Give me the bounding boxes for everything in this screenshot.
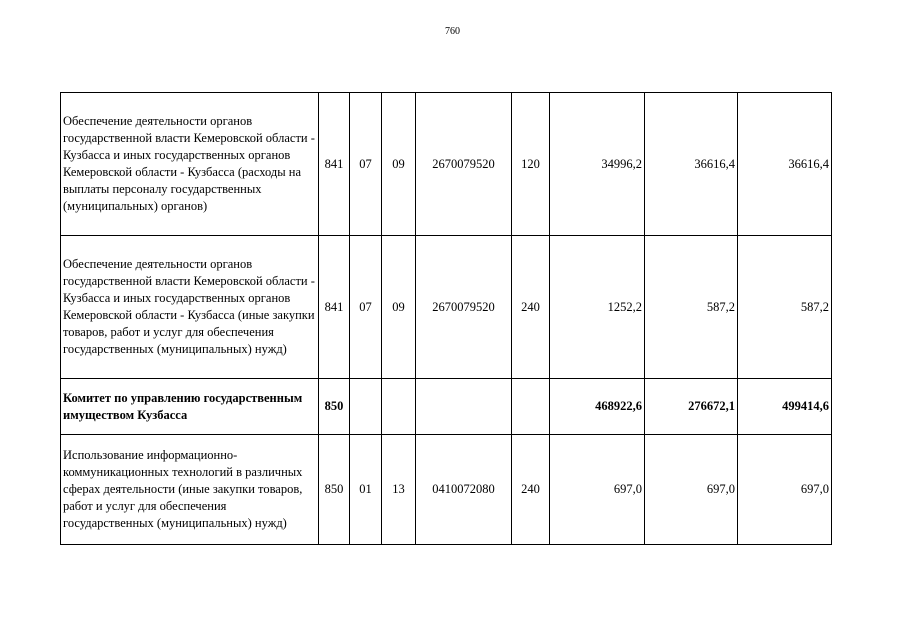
- row-description: Использование информационно-коммуникационных технологий в различных сферах деятельности (иные закупки товаров, работ и услуг для обеспечения государственных (муниципальных) нужд): [61, 435, 319, 545]
- amount-year-1: 34996,2: [550, 93, 645, 236]
- row-description: Обеспечение деятельности органов государственной власти Кемеровской области - Кузбасса и иных государственных органов Кемеровской области - Кузбасса (иные закупки товаров, работ и услуг для обеспечения государственных (муниципальных) нужд): [61, 236, 319, 379]
- ministry-code: 850: [319, 379, 350, 435]
- amount-year-3: 697,0: [738, 435, 832, 545]
- section-code: [350, 379, 382, 435]
- expense-type-code: [512, 379, 550, 435]
- section-code: 07: [350, 236, 382, 379]
- row-description: Комитет по управлению государственным имуществом Кузбасса: [61, 379, 319, 435]
- page-number: 760: [445, 26, 460, 37]
- amount-year-2: 36616,4: [645, 93, 738, 236]
- ministry-code: 841: [319, 93, 350, 236]
- amount-year-3: 587,2: [738, 236, 832, 379]
- amount-year-2: 276672,1: [645, 379, 738, 435]
- table-row: [61, 93, 832, 236]
- section-code: 07: [350, 93, 382, 236]
- expense-type-code: 240: [512, 236, 550, 379]
- target-article-code: 2670079520: [416, 236, 512, 379]
- expense-type-code: 120: [512, 93, 550, 236]
- amount-year-3: 499414,6: [738, 379, 832, 435]
- target-article-code: 0410072080: [416, 435, 512, 545]
- amount-year-1: 468922,6: [550, 379, 645, 435]
- table-row: [61, 435, 832, 545]
- ministry-code: 841: [319, 236, 350, 379]
- target-article-code: [416, 379, 512, 435]
- subsection-code: [382, 379, 416, 435]
- row-description: Обеспечение деятельности органов государственной власти Кемеровской области - Кузбасса и иных государственных органов Кемеровской области - Кузбасса (расходы на выплаты персоналу государственных (муниципальных) органов): [61, 93, 319, 236]
- target-article-code: 2670079520: [416, 93, 512, 236]
- subsection-code: 09: [382, 93, 416, 236]
- subsection-code: 09: [382, 236, 416, 379]
- ministry-code: 850: [319, 435, 350, 545]
- subsection-code: 13: [382, 435, 416, 545]
- amount-year-2: 697,0: [645, 435, 738, 545]
- amount-year-1: 697,0: [550, 435, 645, 545]
- amount-year-3: 36616,4: [738, 93, 832, 236]
- table-row: [61, 379, 832, 435]
- budget-table: [60, 92, 832, 545]
- section-code: 01: [350, 435, 382, 545]
- expense-type-code: 240: [512, 435, 550, 545]
- amount-year-2: 587,2: [645, 236, 738, 379]
- table-row: [61, 236, 832, 379]
- amount-year-1: 1252,2: [550, 236, 645, 379]
